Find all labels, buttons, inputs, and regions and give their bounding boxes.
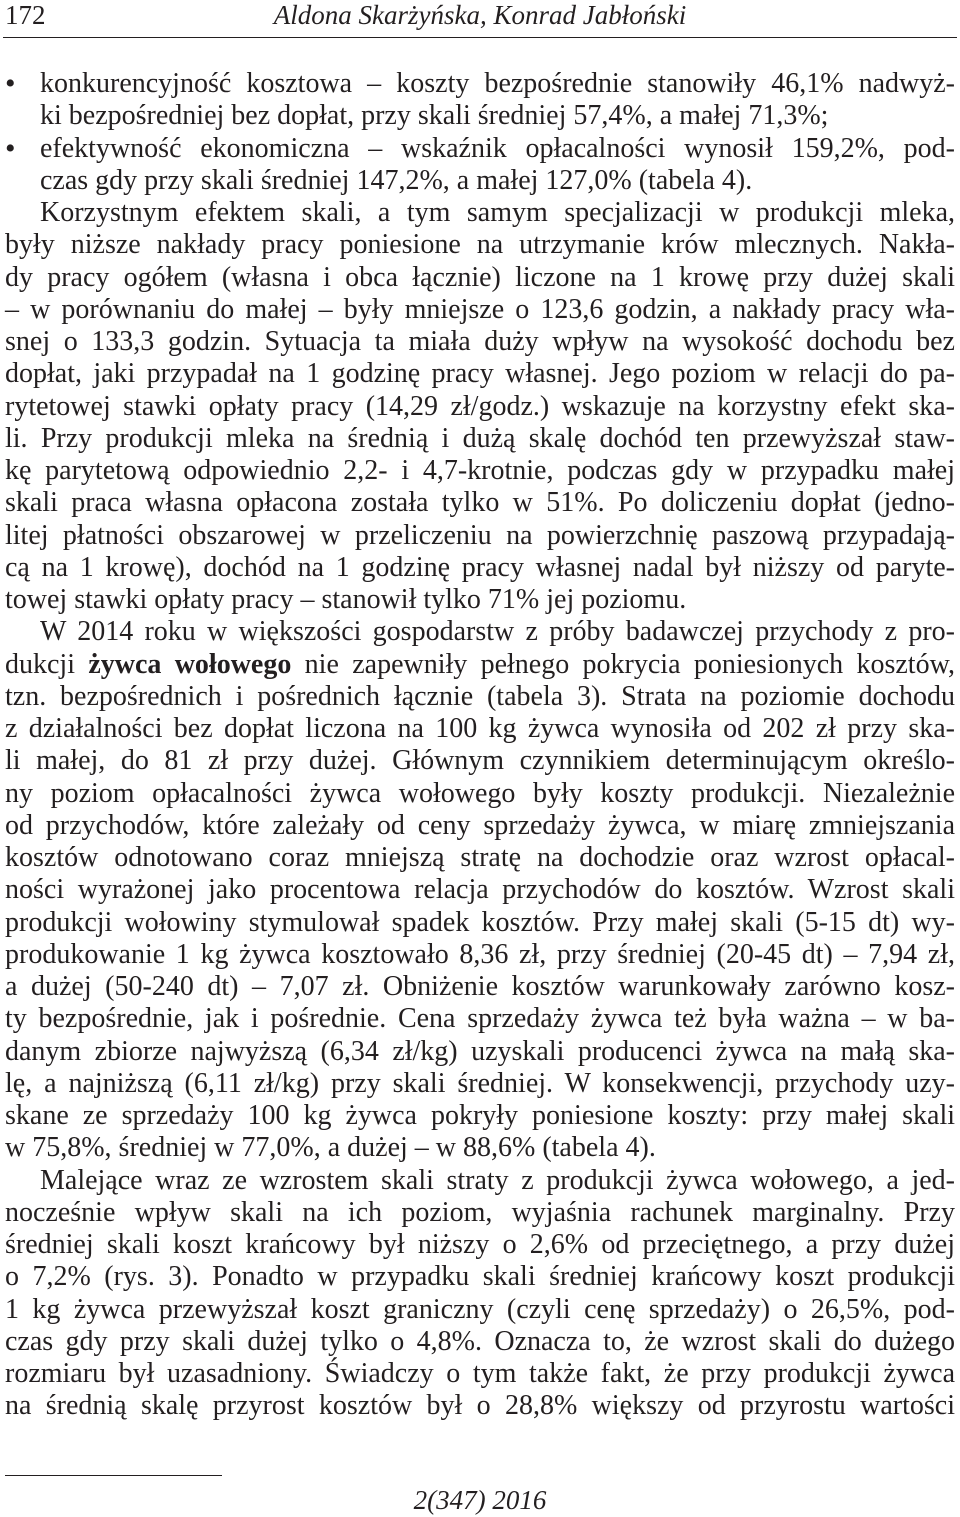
bullet-item [5, 133, 955, 198]
text-line: o 7,2% (rys. 3). Ponadto w przypadku skali średniej krańcowy koszt produkcji [5, 1261, 955, 1293]
bullet-icon: • [5, 67, 16, 100]
text-line: litej płatności obszarowej w przeliczeniu na powierzchnię paszową przypadają- [5, 519, 955, 551]
paragraph [5, 1165, 955, 1423]
text-line: rytetowej stawki opłaty pracy (14,29 zł/godz.) wskazuje na korzystny efekt ska- [5, 390, 955, 422]
running-head [5, 0, 955, 32]
text-line: skali praca własna opłacona została tylko w 51%. Po doliczeniu dopłat (jedno- [5, 487, 955, 519]
text-line: od przychodów, które zależały od ceny sprzedaży żywca, w miarę zmniejszania [5, 809, 955, 841]
text-line: W 2014 roku w większości gospodarstw z próby badawczej przychody z pro- [40, 616, 955, 648]
text-line: kę parytetową odpowiednio 2,2- i 4,7-krotnie, podczas gdy w przypadku małej [5, 455, 955, 486]
text-line: snej o 133,3 godzin. Sytuacja ta miała duży wpływ na wysokość dochodu bez [5, 326, 955, 357]
text-line: ności wyrażonej jako procentowa relacja przychodów do kosztów. Wzrost skali [5, 874, 955, 906]
bullet-item [5, 68, 955, 133]
text-line: kosztów odnotowano coraz mniejszą stratę na dochodzie oraz wzrost opłacal- [5, 842, 955, 873]
text-line [5, 649, 955, 681]
text-line: efektywność ekonomiczna – wskaźnik opłacalności wynosił 159,2%, pod- [40, 132, 955, 164]
page-number: 172 [5, 0, 46, 30]
text-line: tzn. bezpośrednich i pośrednich łącznie (tabela 3). Strata na poziomie dochodu [5, 680, 955, 712]
text-line: czas gdy przy skali średniej 147,2%, a małej 127,0% (tabela 4). [40, 164, 753, 196]
text-line: czas gdy przy skali dużej tylko o 4,8%. Oznacza to, że wzrost skali do dużego [5, 1325, 955, 1357]
text-line: li. Przy produkcji mleka na średnią i dużą skalę dochód ten przewyższał staw- [5, 422, 955, 454]
footer-divider [5, 1475, 222, 1476]
text-line: średniej skali koszt krańcowy był niższy o 2,6% od przeciętnego, a przy dużej [5, 1229, 955, 1260]
running-head-authors: Aldona Skarżyńska, Konrad Jabłoński [273, 0, 687, 30]
text-line: ny poziom opłacalności żywca wołowego były koszty produkcji. Niezależnie [5, 777, 955, 809]
text-line: Korzystnym efektem skali, a tym samym specjalizacji w produkcji mleka, [40, 197, 955, 228]
text-line: 1 kg żywca przewyższał koszt graniczny (czyli cenę sprzedaży) o 26,5%, pod- [5, 1293, 955, 1325]
text-segment: nie zapewniły pełnego pokrycia poniesionych kosztów, [291, 648, 955, 680]
text-line: produkowanie 1 kg żywca kosztowało 8,36 zł, przy średniej (20-45 dt) – 7,94 zł, [5, 938, 955, 970]
text-line: li małej, do 81 zł przy dużej. Głównym czynnikiem determinującym określo- [5, 745, 955, 777]
text-line: – w porównaniu do małej – były mniejsze o 123,6 godzin, a nakłady pracy wła- [5, 293, 955, 325]
text-line: produkcji wołowiny stymulował spadek kosztów. Przy małej skali (5-15 dt) wy- [5, 906, 955, 938]
text-line: nocześnie wpływ skali na ich poziom, wyjaśnia rachunek marginalny. Przy [5, 1196, 955, 1228]
text-line: ty bezpośrednie, jak i pośrednie. Cena sprzedaży żywca też była ważna – w ba- [5, 1003, 955, 1035]
text-line: ki bezpośredniej bez dopłat, przy skali średniej 57,4%, a małej 71,3%; [40, 100, 829, 132]
text-line: lę, a najniższą (6,11 zł/kg) przy skali średniej. W konsekwencji, przychody uzy- [5, 1067, 955, 1099]
bullet-icon: • [5, 131, 16, 165]
paragraph [5, 197, 955, 616]
text-line: a dużej (50-240 dt) – 7,07 zł. Obniżenie kosztów warunkowały zarówno kosz- [5, 971, 955, 1002]
text-line: Malejące wraz ze wzrostem skali straty z produkcji żywca wołowego, a jed- [40, 1164, 955, 1196]
text-line: skane ze sprzedaży 100 kg żywca pokryły poniesione koszty: przy małej skali [5, 1100, 955, 1131]
text-line: cą na 1 krowę), dochód na 1 godzinę pracy własnej nadal był niższy od paryte- [5, 551, 955, 583]
article-body [5, 68, 955, 1423]
text-line: dopłat, jaki przypadał na 1 godzinę pracy własnej. Jego poziom w relacji do pa- [5, 358, 955, 390]
text-line: na średnią skalę przyrost kosztów był o 28,8% większy od przyrostu wartości [5, 1390, 955, 1422]
text-line: dy pracy ogółem (własna i obca łącznie) liczone na 1 krowę przy dużej skali [5, 261, 955, 293]
bold-term: żywca wołowego [88, 648, 292, 680]
text-segment: dukcji [5, 648, 89, 680]
text-line: w 75,8%, średniej w 77,0%, a dużej – w 88,6% (tabela 4). [5, 1132, 656, 1164]
text-line: towej stawki opłaty pracy – stanowił tylko 71% jej poziomu. [5, 584, 687, 615]
paragraph [5, 616, 955, 1164]
header-divider [3, 37, 957, 38]
text-line: z działalności bez dopłat liczona na 100 kg żywca wynosiła od 202 zł przy ska- [5, 713, 955, 744]
text-line: danym zbiorze najwyższą (6,34 zł/kg) uzyskali producenci żywca na małą ska- [5, 1035, 955, 1067]
bullet-list [5, 68, 955, 197]
text-line: były niższe nakłady pracy poniesione na utrzymanie krów mlecznych. Nakła- [5, 229, 955, 261]
text-line: rozmiaru był uzasadniony. Świadczy o tym także fakt, że przy produkcji żywca [5, 1358, 955, 1389]
journal-issue: 2(347) 2016 [413, 1485, 547, 1515]
text-line: konkurencyjność kosztowa – koszty bezpośrednie stanowiły 46,1% nadwyż- [40, 68, 955, 99]
